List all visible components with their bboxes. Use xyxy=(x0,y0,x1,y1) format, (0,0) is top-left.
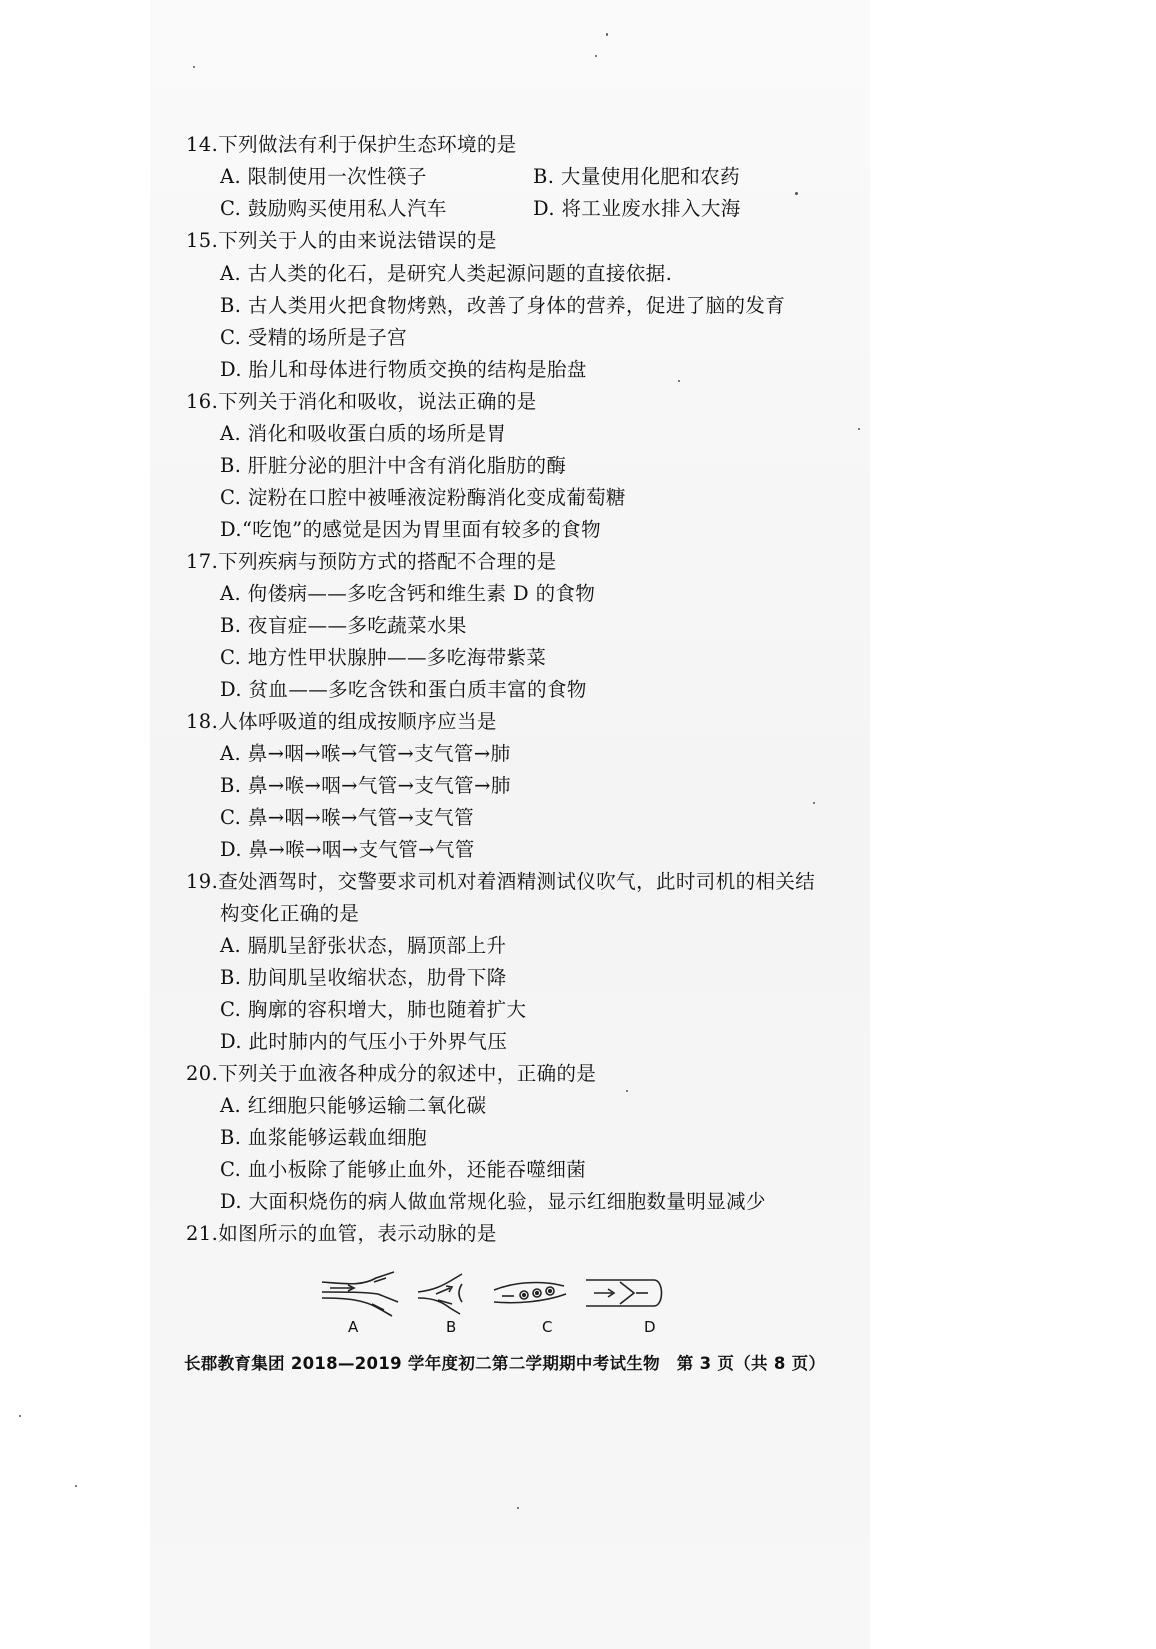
q15-option-a: A. 古人类的化石，是研究人类起源问题的直接依据. xyxy=(220,262,673,285)
q18-option-a: A. 鼻→咽→喉→气管→支气管→肺 xyxy=(220,742,511,765)
q14-stem: 14.下列做法有利于保护生态环境的是 xyxy=(186,133,517,156)
q14-option-c: C. 鼓励购买使用私人汽车 xyxy=(220,197,447,220)
q16-option-b: B. 肝脏分泌的胆汁中含有消化脂肪的酶 xyxy=(220,454,567,477)
q18-option-d: D. 鼻→喉→咽→支气管→气管 xyxy=(220,838,475,861)
q21-stem: 21.如图所示的血管，表示动脉的是 xyxy=(186,1222,497,1245)
scan-speck xyxy=(75,1485,77,1487)
blood-vessel-figure xyxy=(318,1268,738,1338)
q20-option-b: B. 血浆能够运载血细胞 xyxy=(220,1126,428,1149)
scan-speck xyxy=(193,66,195,68)
q19-option-a: A. 膈肌呈舒张状态，膈顶部上升 xyxy=(220,934,507,957)
vessel-label-b: B xyxy=(446,1318,457,1336)
scan-speck xyxy=(858,428,860,430)
scan-speck xyxy=(626,1090,628,1092)
scan-speck xyxy=(606,33,608,36)
vessel-c-drawing xyxy=(494,1283,566,1303)
q20-option-d: D. 大面积烧伤的病人做血常规化验，显示红细胞数量明显减少 xyxy=(220,1190,766,1213)
q20-option-a: A. 红细胞只能够运输二氧化碳 xyxy=(220,1094,487,1117)
q19-stem-line1: 19.查处酒驾时，交警要求司机对着酒精测试仪吹气，此时司机的相关结 xyxy=(186,870,816,893)
scan-speck xyxy=(595,55,597,57)
q19-option-c: C. 胸廓的容积增大，肺也随着扩大 xyxy=(220,998,527,1021)
vessel-label-d: D xyxy=(644,1318,656,1336)
q16-option-d: D.“吃饱”的感觉是因为胃里面有较多的食物 xyxy=(220,518,601,541)
vessel-a-drawing xyxy=(322,1272,398,1316)
q19-option-d: D. 此时肺内的气压小于外界气压 xyxy=(220,1030,508,1053)
q16-stem: 16.下列关于消化和吸收，说法正确的是 xyxy=(186,390,537,413)
q19-stem-line2: 构变化正确的是 xyxy=(220,902,360,925)
blood-vessel-diagram xyxy=(318,1268,738,1338)
q15-option-c: C. 受精的场所是子宫 xyxy=(220,326,408,349)
q20-stem: 20.下列关于血液各种成分的叙述中，正确的是 xyxy=(186,1062,597,1085)
q17-option-c: C. 地方性甲状腺肿——多吃海带紫菜 xyxy=(220,646,547,669)
vessel-d-drawing xyxy=(586,1280,662,1306)
q17-option-b: B. 夜盲症——多吃蔬菜水果 xyxy=(220,614,467,637)
q17-option-a: A. 佝偻病——多吃含钙和维生素 D 的食物 xyxy=(220,582,596,605)
q17-option-d: D. 贫血——多吃含铁和蛋白质丰富的食物 xyxy=(220,678,587,701)
q16-option-c: C. 淀粉在口腔中被唾液淀粉酶消化变成葡萄糖 xyxy=(220,486,626,509)
vessel-label-a: A xyxy=(348,1318,359,1336)
scan-speck xyxy=(678,380,680,382)
vessel-label-c: C xyxy=(542,1318,553,1336)
q14-option-b: B. 大量使用化肥和农药 xyxy=(533,165,741,188)
q18-option-b: B. 鼻→喉→咽→气管→支气管→肺 xyxy=(220,774,511,797)
scan-speck xyxy=(795,192,798,195)
scan-speck xyxy=(517,1507,519,1509)
q18-stem: 18.人体呼吸道的组成按顺序应当是 xyxy=(186,710,497,733)
scan-speck xyxy=(813,802,815,804)
q17-stem: 17.下列疾病与预防方式的搭配不合理的是 xyxy=(186,550,557,573)
vessel-b-drawing xyxy=(418,1274,462,1314)
q14-option-a: A. 限制使用一次性筷子 xyxy=(220,165,427,188)
q15-option-d: D. 胎儿和母体进行物质交换的结构是胎盘 xyxy=(220,358,587,381)
page-footer: 长郡教育集团 2018—2019 学年度初二第二学期期中考试生物 第 3 页（共 8 页） xyxy=(184,1354,826,1373)
q14-option-d: D. 将工业废水排入大海 xyxy=(533,197,741,220)
q20-option-c: C. 血小板除了能够止血外，还能吞噬细菌 xyxy=(220,1158,587,1181)
q18-option-c: C. 鼻→咽→喉→气管→支气管 xyxy=(220,806,474,829)
scan-speck xyxy=(19,1415,21,1417)
q19-option-b: B. 肋间肌呈收缩状态，肋骨下降 xyxy=(220,966,507,989)
q15-option-b: B. 古人类用火把食物烤熟，改善了身体的营养，促进了脑的发育 xyxy=(220,294,786,317)
q16-option-a: A. 消化和吸收蛋白质的场所是胃 xyxy=(220,422,507,445)
q15-stem: 15.下列关于人的由来说法错误的是 xyxy=(186,229,497,252)
